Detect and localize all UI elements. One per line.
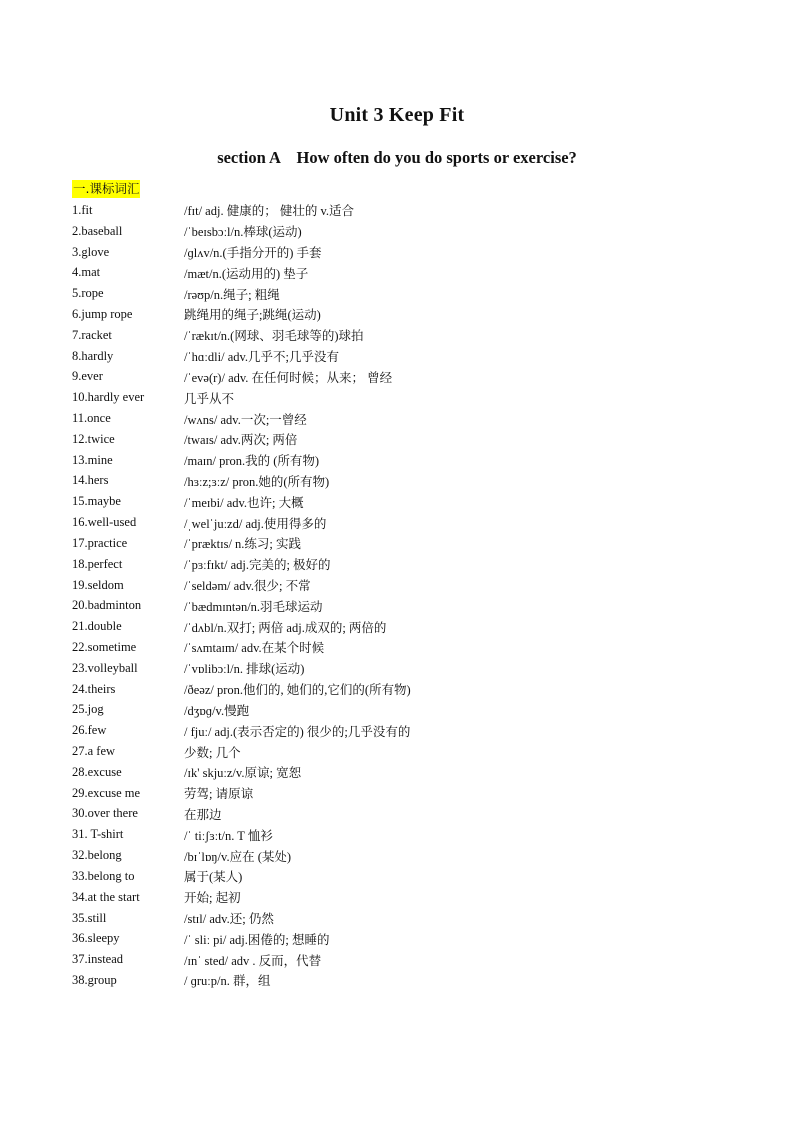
vocab-row: [72, 866, 752, 887]
vocab-definition: /ˈrækɪt/n.(网球、羽毛球等的)球拍: [184, 329, 364, 344]
vocab-definition: /dʒɒɡ/v.慢跑: [184, 703, 250, 718]
vocab-word: 12.twice: [72, 431, 115, 446]
vocab-word: 33.belong to: [72, 868, 135, 883]
vocab-word: 22.sometime: [72, 639, 137, 654]
vocab-definition: /ˈpɜːfɪkt/ adj.完美的; 极好的: [184, 558, 331, 573]
vocab-definition: 少数; 几个: [184, 745, 241, 760]
vocab-row: [72, 554, 752, 575]
vocab-word: 9.ever: [72, 369, 103, 384]
vocab-word: 35.still: [72, 910, 107, 925]
vocab-word: 25.jog: [72, 702, 104, 717]
vocab-definition: 属于(某人): [184, 870, 243, 885]
vocab-row: [72, 304, 752, 325]
vocab-definition: 在那边: [184, 807, 222, 822]
vocab-word: 8.hardly: [72, 348, 114, 363]
vocab-definition: / fjuː/ adj.(表示否定的) 很少的;几乎没有的: [184, 724, 411, 739]
vocab-definition: /ˈseldəm/ adv.很少; 不常: [184, 579, 311, 594]
vocab-word: 14.hers: [72, 473, 109, 488]
vocab-row: [72, 262, 752, 283]
vocab-word: 24.theirs: [72, 681, 116, 696]
vocab-word: 13.mine: [72, 452, 113, 467]
vocab-row: [72, 741, 752, 762]
vocab-definition: 几乎从不: [184, 391, 235, 406]
vocab-word: 19.seldom: [72, 577, 124, 592]
vocab-definition: /twaɪs/ adv.两次; 两倍: [184, 433, 298, 448]
vocab-word: 36.sleepy: [72, 931, 120, 946]
vocab-row: [72, 450, 752, 471]
page-title: Unit 3 Keep Fit: [329, 104, 465, 126]
vocab-row: [72, 804, 752, 825]
vocab-row: [72, 762, 752, 783]
vocab-row: [72, 783, 752, 804]
vocab-word: 17.practice: [72, 535, 128, 550]
vocab-row: [72, 346, 752, 367]
vocab-word: 5.rope: [72, 286, 104, 301]
vocab-row: [72, 471, 752, 492]
vocab-definition: /hɜːz;ɜːz/ pron.她的(所有物): [184, 474, 330, 489]
vocab-definition: /ˈevə(r)/ adv. 在任何时候；从来； 曾经: [184, 370, 393, 385]
vocab-row: [72, 970, 752, 991]
vocab-row: [72, 221, 752, 242]
vocab-row: [72, 679, 752, 700]
vocab-row: [72, 595, 752, 616]
vocab-definition: /ˈ sliː pi/ adj.困倦的; 想睡的: [184, 932, 330, 947]
vocab-definition: 劳驾; 请原谅: [184, 787, 254, 802]
vocab-definition: /ɡlʌv/n.(手指分开的) 手套: [184, 246, 322, 261]
vocab-word: 31. T-shirt: [72, 827, 124, 842]
vocab-word: 32.belong: [72, 848, 122, 863]
vocab-list: [72, 200, 752, 991]
vocab-word: 15.maybe: [72, 494, 121, 509]
vocab-row: [72, 949, 752, 970]
vocab-word: 37.instead: [72, 952, 124, 967]
vocab-row: [72, 928, 752, 949]
vocab-word: 20.badminton: [72, 598, 142, 613]
vocab-row: [72, 720, 752, 741]
vocab-definition: / ɡruːp/n. 群，组: [184, 974, 271, 989]
vocab-word: 21.double: [72, 619, 122, 634]
vocab-definition: /maɪn/ pron.我的 (所有物): [184, 454, 320, 469]
vocab-definition: /ˈvɒlibɔːl/n. 排球(运动): [184, 662, 305, 677]
vocab-definition: /ðeəz/ pron.他们的, 她们的,它们的(所有物): [184, 683, 411, 698]
vocab-word: 10.hardly ever: [72, 390, 145, 405]
vocab-row: [72, 637, 752, 658]
vocab-row: [72, 824, 752, 845]
vocab-word: 38.group: [72, 972, 117, 987]
vocab-word: 16.well-used: [72, 515, 137, 530]
vocab-row: [72, 575, 752, 596]
vocab-row: [72, 616, 752, 637]
vocab-definition: /ˈmeɪbi/ adv.也许; 大概: [184, 495, 304, 510]
vocab-word: 23.volleyball: [72, 660, 138, 675]
vocab-definition: /ɪk' skjuːz/v.原谅; 宽恕: [184, 766, 302, 781]
vocab-word: 26.few: [72, 723, 107, 738]
vocab-definition: /ɪnˈ sted/ adv . 反而，代替: [184, 953, 322, 968]
vocab-row: [72, 200, 752, 221]
vocab-definition: /ˈpræktɪs/ n.练习; 实践: [184, 537, 302, 552]
vocab-row: [72, 408, 752, 429]
vocab-row: [72, 658, 752, 679]
vocab-row: [72, 429, 752, 450]
vocab-definition: /ˈhɑːdli/ adv.几乎不;几乎没有: [184, 350, 340, 365]
vocab-row: [72, 242, 752, 263]
vocab-word: 28.excuse: [72, 764, 122, 779]
vocab-definition: /fɪt/ adj. 健康的； 健壮的 v.适合: [184, 204, 355, 219]
vocab-definition: 跳绳用的绳子;跳绳(运动): [184, 308, 321, 323]
vocab-word: 3.glove: [72, 244, 110, 259]
vocab-row: [72, 700, 752, 721]
vocab-word: 4.mat: [72, 265, 101, 280]
vocab-word: 1.fit: [72, 202, 93, 217]
vocab-word: 2.baseball: [72, 223, 123, 238]
vocab-definition: /stɪl/ adv.还; 仍然: [184, 912, 274, 927]
vocab-row: [72, 387, 752, 408]
vocab-row: [72, 512, 752, 533]
vocab-word: 18.perfect: [72, 556, 123, 571]
vocab-definition: /ˈbædmɪntən/n.羽毛球运动: [184, 599, 323, 614]
vocab-definition: /wʌns/ adv.一次;一曾经: [184, 412, 307, 427]
vocab-row: [72, 908, 752, 929]
vocab-definition: /ˌwelˈjuːzd/ adj.使用得多的: [184, 516, 327, 531]
vocab-word: 30.over there: [72, 806, 138, 821]
vocab-definition: /mæt/n.(运动用的) 垫子: [184, 266, 309, 281]
vocab-section-heading: 一.课标词汇: [73, 181, 140, 196]
vocab-word: 6.jump rope: [72, 306, 133, 321]
vocab-word: 29.excuse me: [72, 785, 141, 800]
vocab-row: [72, 887, 752, 908]
vocab-row: [72, 491, 752, 512]
vocab-definition: /ˈ tiːʃɜːt/n. T 恤衫: [184, 828, 273, 843]
vocab-definition: /ˈsʌmtaɪm/ adv.在某个时候: [184, 641, 325, 656]
vocab-row: [72, 533, 752, 554]
vocab-definition: /ˈbeɪsbɔːl/n.棒球(运动): [184, 225, 302, 240]
vocab-row: [72, 367, 752, 388]
section-subtitle: section A How often do you do sports or exercise?: [217, 148, 577, 167]
vocab-word: 34.at the start: [72, 889, 140, 904]
vocab-definition: /ˈdʌbl/n.双打; 两倍 adj.成双的; 两倍的: [184, 620, 387, 635]
vocab-row: [72, 325, 752, 346]
vocab-row: [72, 845, 752, 866]
vocab-definition: /bɪˈlɒŋ/v.应在 (某处): [184, 849, 292, 864]
vocab-word: 27.a few: [72, 744, 116, 759]
vocab-row: [72, 283, 752, 304]
vocab-definition: 开始; 起初: [184, 891, 241, 906]
vocab-word: 11.once: [72, 411, 111, 426]
vocab-word: 7.racket: [72, 327, 112, 342]
vocab-definition: /rəʊp/n.绳子; 粗绳: [184, 287, 280, 302]
